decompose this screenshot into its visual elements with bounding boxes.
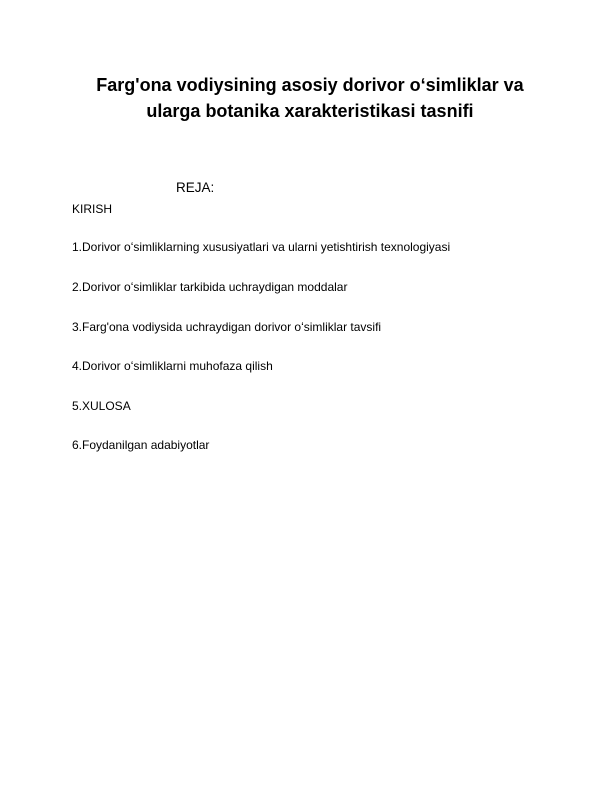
document-title <box>60 72 560 124</box>
toc-item-2: 2.Dorivor oʻsimliklar tarkibida uchraydigan moddalar <box>72 280 348 294</box>
plan-heading: REJA: <box>176 180 215 195</box>
toc-item-1: 1.Dorivor oʻsimliklarning xususiyatlari va ularni yetishtirish texnologiyasi <box>72 240 451 254</box>
toc-item-introduction: KIRISH <box>72 202 113 216</box>
toc-item-4: 4.Dorivor oʻsimliklarni muhofaza qilish <box>72 359 273 373</box>
title-line-2: ularga botanika xarakteristikasi tasnifi <box>146 101 474 121</box>
toc-item-3: 3.Farg'ona vodiysida uchraydigan dorivor oʻsimliklar tavsifi <box>72 320 382 334</box>
toc-item-5: 5.XULOSA <box>72 399 131 413</box>
toc-item-6: 6.Foydanilgan adabiyotlar <box>72 438 210 452</box>
title-line-1: Farg'ona vodiysining asosiy dorivor oʻsimliklar va <box>96 75 524 95</box>
